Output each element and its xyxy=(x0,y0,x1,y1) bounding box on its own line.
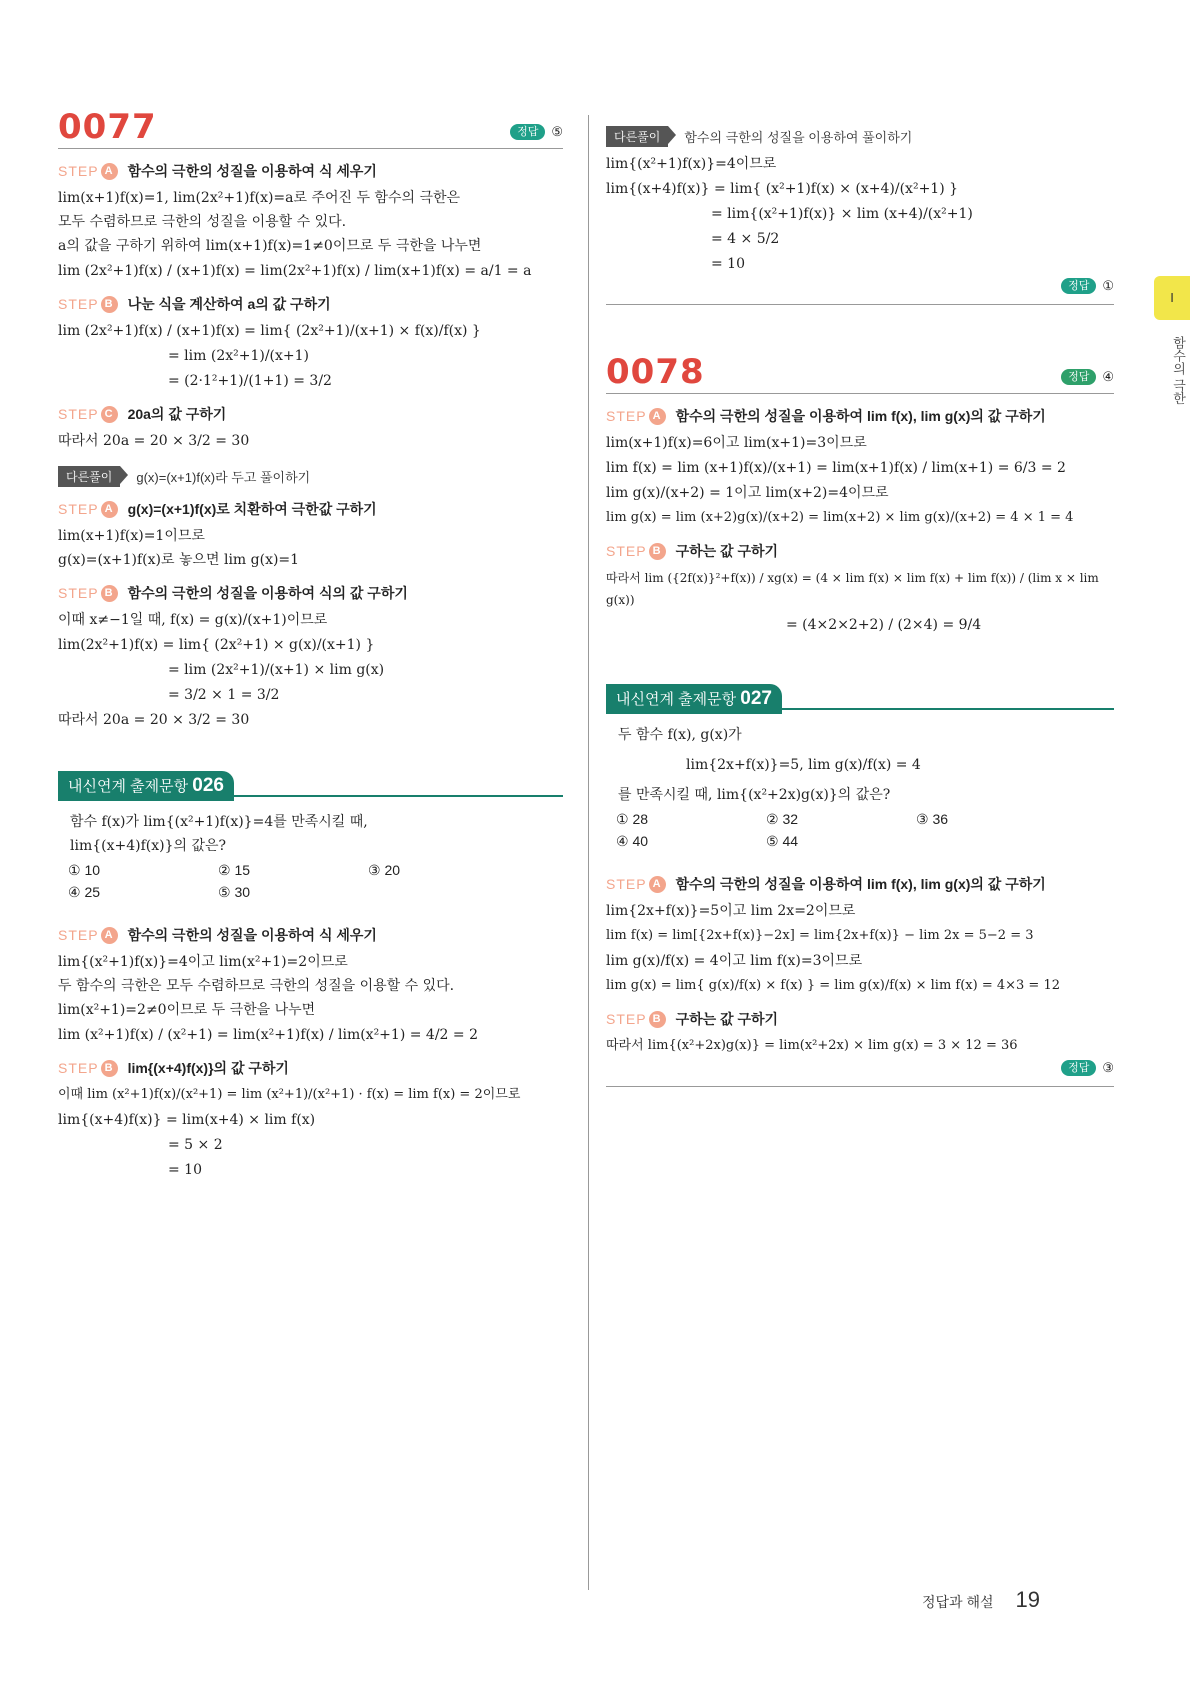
problem-number: 0078 xyxy=(606,352,705,392)
step-tag: STEP A xyxy=(58,927,118,944)
related-question-027-header xyxy=(606,684,1114,714)
question-condition: lim{2x+f(x)}=5, lim g(x)/f(x) = 4 xyxy=(686,757,921,773)
step-tag: STEP C xyxy=(58,406,118,423)
alt-step-a xyxy=(58,499,563,519)
step-title: 함수의 극한의 성질을 이용하여 lim f(x), lim g(x)의 값 구하기 xyxy=(675,408,1046,424)
step-tag: STEP A xyxy=(58,501,118,518)
text-line: lim(x+1)f(x)=1, lim(2x²+1)f(x)=a로 주어진 두 함수의 극한은 xyxy=(58,190,461,206)
text-line: lim(x+1)f(x)=1이므로 xyxy=(58,528,205,544)
question-text: 를 만족시킬 때, lim{(x²+2x)g(x)}의 값은? xyxy=(618,787,891,803)
step-tag: STEP A xyxy=(58,163,118,180)
text-line: lim{(x²+1)f(x)}=4이므로 xyxy=(606,156,777,172)
question-text: 함수 f(x)가 lim{(x²+1)f(x)}=4를 만족시킬 때, xyxy=(70,814,368,830)
choice: ⑤ 44 xyxy=(766,833,799,849)
step-tag: STEP B xyxy=(606,543,666,560)
equation: = 3/2 × 1 = 3/2 xyxy=(168,687,280,703)
step-title: 20a의 값 구하기 xyxy=(127,406,227,422)
answer-value: ④ xyxy=(1102,369,1114,385)
equation: lim (2x²+1)f(x) / (x+1)f(x) = lim(2x²+1)f(x) / lim(x+1)f(x) = a/1 = a xyxy=(58,263,532,279)
chapter-label: 함수의 극한 xyxy=(1171,336,1186,405)
text-line: lim{2x+f(x)}=5이고 lim 2x=2이므로 xyxy=(606,903,856,919)
step-b xyxy=(58,294,563,314)
text-line: lim g(x)/(x+2) = 1이고 lim(x+2)=4이므로 xyxy=(606,485,889,501)
choice: ② 15 xyxy=(218,862,251,878)
text-line: lim(x²+1)=2≠0이므로 두 극한을 나누면 xyxy=(58,1002,316,1018)
equation: = 10 xyxy=(711,256,745,272)
answer-badge: 정답 xyxy=(1061,369,1096,385)
text-line: lim{(x²+1)f(x)}=4이고 lim(x²+1)=2이므로 xyxy=(58,954,348,970)
equation: = lim (2x²+1)/(x+1) xyxy=(168,348,310,364)
text-line: 이때 x≠−1일 때, f(x) = g(x)/(x+1)이므로 xyxy=(58,612,328,628)
step-title: 함수의 극한의 성질을 이용하여 식의 값 구하기 xyxy=(127,585,408,601)
step-tag: STEP B xyxy=(606,1011,666,1028)
divider xyxy=(782,708,1114,710)
equation: 따라서 lim ({2f(x)}²+f(x)) / xg(x) = (4 × lim f(x) × lim f(x) + lim f(x)) / (lim x × lim g(x)) xyxy=(606,571,1099,607)
text-line: lim g(x)/f(x) = 4이고 lim f(x)=3이므로 xyxy=(606,953,863,969)
choice: ① 10 xyxy=(68,862,101,878)
equation: 이때 lim (x²+1)f(x)/(x²+1) = lim (x²+1)/(x²+1) · f(x) = lim f(x) = 2이므로 xyxy=(58,1087,521,1102)
alt-title: 함수의 극한의 성질을 이용하여 풀이하기 xyxy=(684,130,913,145)
footer-label: 정답과 해설 xyxy=(922,1594,994,1610)
step-title: 나눈 식을 계산하여 a의 값 구하기 xyxy=(127,296,331,312)
alternative-solution-header xyxy=(58,466,563,487)
answer-indicator xyxy=(510,124,563,140)
step-a xyxy=(58,925,563,945)
answer-choices xyxy=(606,808,1114,852)
choice: ④ 25 xyxy=(68,884,101,900)
equation: lim f(x) = lim (x+1)f(x)/(x+1) = lim(x+1)f(x) / lim(x+1) = 6/3 = 2 xyxy=(606,460,1066,476)
equation: = lim (2x²+1)/(x+1) × lim g(x) xyxy=(168,662,385,678)
alt-badge: 다른풀이 xyxy=(606,126,668,147)
step-b xyxy=(606,541,1114,561)
divider xyxy=(234,795,563,797)
problem-0077-header xyxy=(58,108,563,149)
alt-step-b xyxy=(58,583,563,603)
related-question-026-header xyxy=(58,771,563,801)
page-footer xyxy=(922,1587,1040,1613)
equation: = 4 × 5/2 xyxy=(711,231,780,247)
text-line: lim(x+1)f(x)=6이고 lim(x+1)=3이므로 xyxy=(606,435,867,451)
equation: lim (x²+1)f(x) / (x²+1) = lim(x²+1)f(x) / lim(x²+1) = 4/2 = 2 xyxy=(58,1027,478,1043)
equation: lim(2x²+1)f(x) = lim{ (2x²+1) × g(x)/(x+1) } xyxy=(58,637,375,653)
equation: = 5 × 2 xyxy=(168,1137,223,1153)
divider xyxy=(606,304,1114,305)
step-title: 구하는 값 구하기 xyxy=(675,543,779,559)
answer-badge: 정답 xyxy=(510,124,545,140)
alt-title: g(x)=(x+1)f(x)라 두고 풀이하기 xyxy=(136,470,311,485)
answer-choices xyxy=(58,859,563,903)
equation: lim f(x) = lim[{2x+f(x)}−2x] = lim{2x+f(x)} − lim 2x = 5−2 = 3 xyxy=(606,928,1034,943)
step-title: g(x)=(x+1)f(x)로 치환하여 극한값 구하기 xyxy=(127,501,377,517)
text-line: a의 값을 구하기 위하여 lim(x+1)f(x)=1≠0이므로 두 극한을 나누면 xyxy=(58,238,482,254)
answer-badge: 정답 xyxy=(1061,278,1096,294)
text-line: 따라서 20a = 20 × 3/2 = 30 xyxy=(58,712,250,728)
answer-badge: 정답 xyxy=(1061,1060,1096,1076)
answer-indicator xyxy=(1061,369,1114,385)
choice: ④ 40 xyxy=(616,833,649,849)
step-title: lim{(x+4)f(x)}의 값 구하기 xyxy=(127,1060,289,1076)
step-a xyxy=(606,874,1114,894)
step-title: 함수의 극한의 성질을 이용하여 식 세우기 xyxy=(127,927,377,943)
step-tag: STEP A xyxy=(606,408,666,425)
chapter-tab xyxy=(1154,276,1190,320)
step-c xyxy=(58,404,563,424)
step-tag: STEP B xyxy=(58,1060,118,1077)
step-tag: STEP B xyxy=(58,585,118,602)
text-line: 따라서 20a = 20 × 3/2 = 30 xyxy=(58,433,250,449)
step-b xyxy=(606,1009,1114,1029)
choice: ⑤ 30 xyxy=(218,884,251,900)
related-question-tag: 내신연계 출제문항 027 xyxy=(606,684,782,714)
answer-indicator xyxy=(606,1060,1114,1076)
equation: lim{(x+4)f(x)} = lim(x+4) × lim f(x) xyxy=(58,1112,316,1128)
right-column xyxy=(606,108,1114,1087)
alt-badge: 다른풀이 xyxy=(58,466,120,487)
answer-value: ⑤ xyxy=(551,124,563,140)
question-text: 두 함수 f(x), g(x)가 xyxy=(618,727,742,743)
equation: lim (2x²+1)f(x) / (x+1)f(x) = lim{ (2x²+1)/(x+1) × f(x)/f(x) } xyxy=(58,323,481,339)
text-line: g(x)=(x+1)f(x)로 놓으면 lim g(x)=1 xyxy=(58,552,300,568)
step-a xyxy=(606,406,1114,426)
equation: = (4×2×2+2) / (2×4) = 9/4 xyxy=(786,617,982,633)
step-b xyxy=(58,1058,563,1078)
equation: = 10 xyxy=(168,1162,202,1178)
column-divider xyxy=(588,115,589,1590)
choice: ③ 20 xyxy=(368,862,401,878)
text-line: 두 함수의 극한은 모두 수렴하므로 극한의 성질을 이용할 수 있다. xyxy=(58,978,455,994)
problem-0078-header xyxy=(606,353,1114,394)
step-tag: STEP B xyxy=(58,296,118,313)
left-column xyxy=(58,108,563,1184)
alternative-solution-header xyxy=(606,126,1114,147)
question-text: lim{(x+4)f(x)}의 값은? xyxy=(70,838,227,854)
related-question-tag: 내신연계 출제문항 026 xyxy=(58,771,234,801)
step-a xyxy=(58,161,563,181)
choice: ① 28 xyxy=(616,811,649,827)
equation: = (2·1²+1)/(1+1) = 3/2 xyxy=(168,373,332,389)
equation: lim{(x+4)f(x)} = lim{ (x²+1)f(x) × (x+4)/(x²+1) } xyxy=(606,181,959,197)
choice: ② 32 xyxy=(766,811,799,827)
page-number: 19 xyxy=(1015,1587,1040,1612)
answer-value: ③ xyxy=(1102,1060,1114,1076)
chapter-tab-label: I xyxy=(1170,290,1174,305)
answer-value: ① xyxy=(1102,278,1114,294)
text-line: 모두 수렴하므로 극한의 성질을 이용할 수 있다. xyxy=(58,214,347,230)
equation: = lim{(x²+1)f(x)} × lim (x+4)/(x²+1) xyxy=(711,206,973,222)
choice: ③ 36 xyxy=(916,811,949,827)
equation: lim g(x) = lim (x+2)g(x)/(x+2) = lim(x+2) × lim g(x)/(x+2) = 4 × 1 = 4 xyxy=(606,510,1074,525)
step-title: 함수의 극한의 성질을 이용하여 식 세우기 xyxy=(127,163,377,179)
step-title: 구하는 값 구하기 xyxy=(675,1011,779,1027)
equation: 따라서 lim{(x²+2x)g(x)} = lim(x²+2x) × lim g(x) = 3 × 12 = 36 xyxy=(606,1038,1018,1053)
answer-indicator xyxy=(606,278,1114,294)
step-tag: STEP A xyxy=(606,876,666,893)
step-title: 함수의 극한의 성질을 이용하여 lim f(x), lim g(x)의 값 구하기 xyxy=(675,876,1046,892)
divider xyxy=(606,1086,1114,1087)
problem-number: 0077 xyxy=(58,107,157,147)
equation: lim g(x) = lim{ g(x)/f(x) × f(x) } = lim g(x)/f(x) × lim f(x) = 4×3 = 12 xyxy=(606,978,1060,993)
